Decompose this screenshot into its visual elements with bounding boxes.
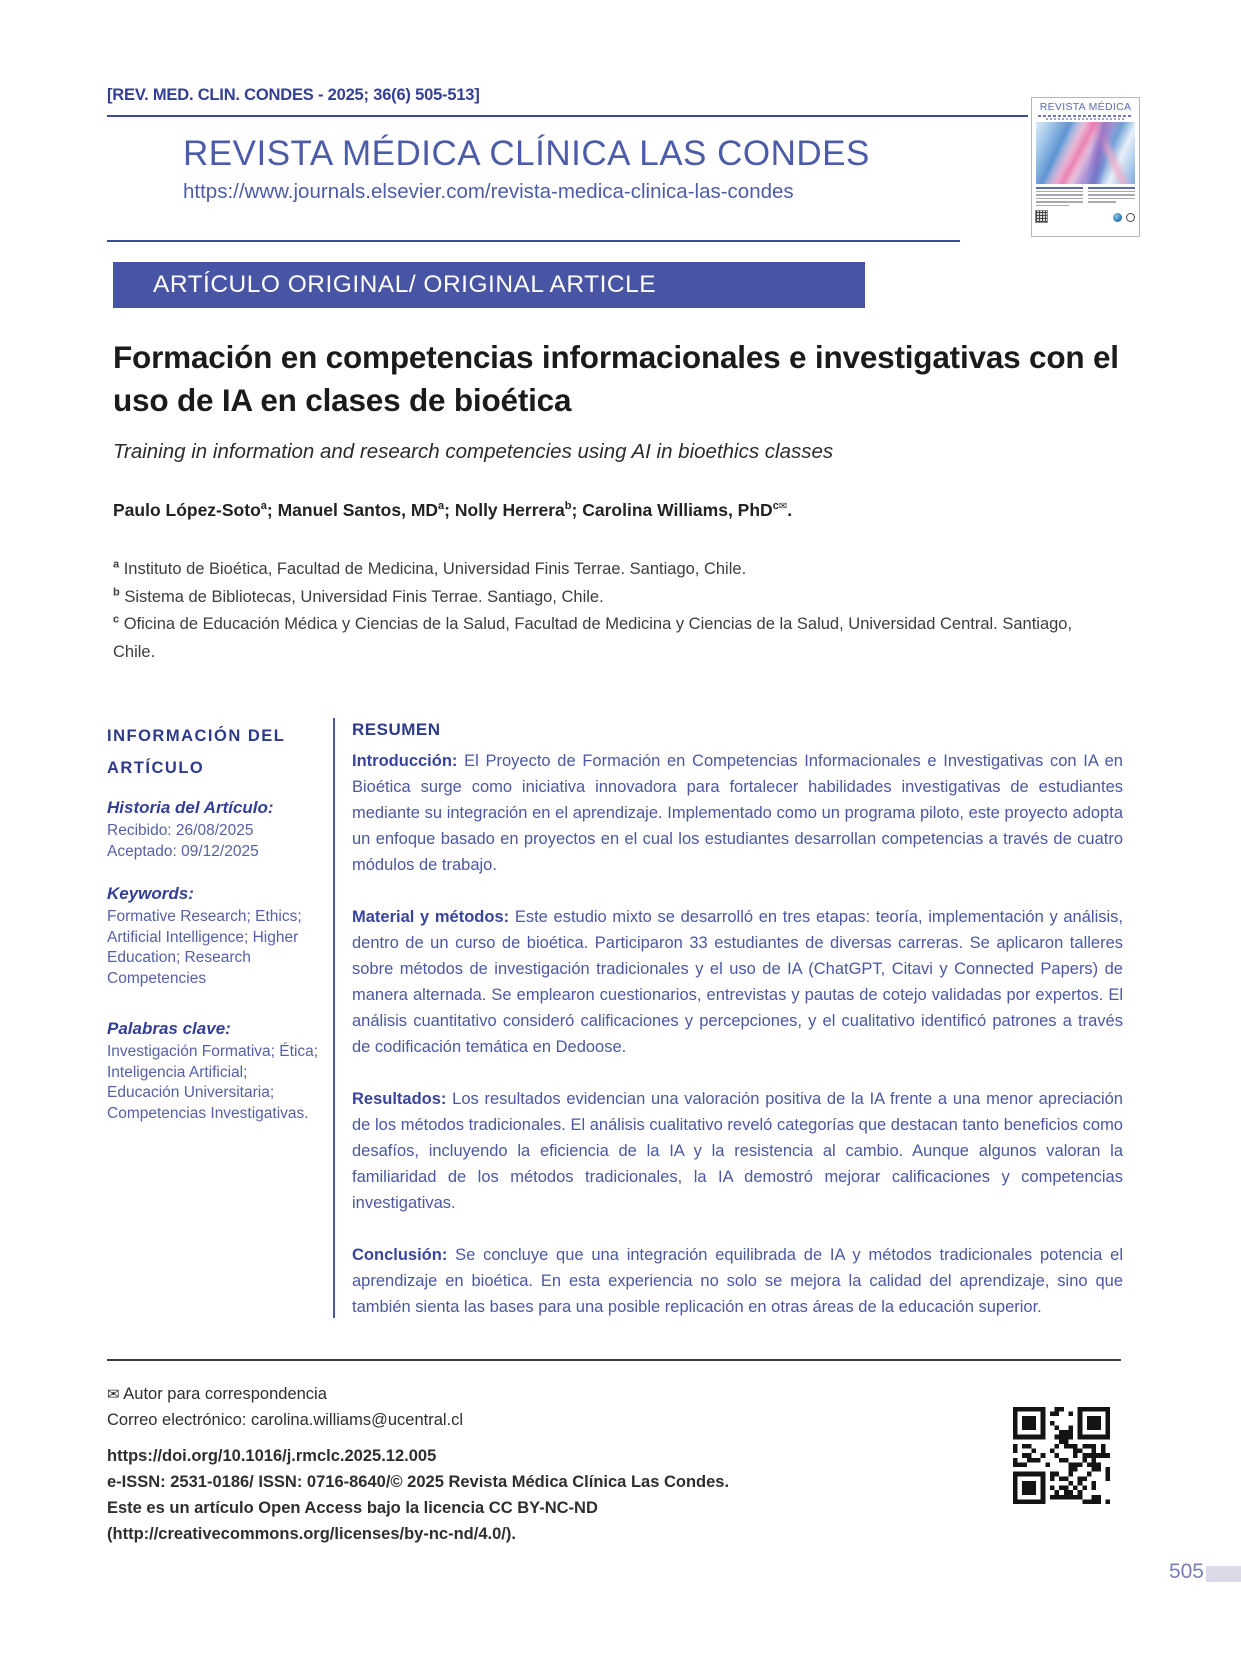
envelope-icon: ✉ bbox=[778, 501, 788, 513]
author-name: Nolly Herrera bbox=[454, 500, 565, 520]
qr-code bbox=[1013, 1407, 1110, 1504]
affiliation: $^a$ Instituto de Bioética, Facultad de Medicina, Universidad Finis Terrae. Santiago, Chile. bbox=[113, 558, 747, 578]
article-type-badge: ARTÍCULO ORIGINAL/ ORIGINAL ARTICLE bbox=[113, 262, 865, 308]
history-label: Historia del Artículo: bbox=[107, 798, 274, 817]
palabras-clave-list: Investigación Formativa; Ética; Inteligencia Artificial; Educación Universitaria; Competencias Investigativas. bbox=[107, 1043, 319, 1122]
footer-block bbox=[107, 1381, 729, 1547]
author-name: Paulo López-Soto bbox=[113, 500, 261, 520]
abstract-section bbox=[352, 720, 1123, 1320]
abstract-paragraph: Resultados: Los resultados evidencian una valoración positiva de la IA frente a una menor apreciación de los métodos tradicionales. El análisis cualitativo reveló categorías que destacan tanto beneficios como desafíos, incluyendo la eficiencia de la IA y la resistencia al cambio. Aunque algunos valoran la familiaridad de los métodos tradicionales, la IA demostró mejorar calificaciones y competencias investigativas. bbox=[352, 1090, 1123, 1212]
header-bottom-divider bbox=[107, 240, 960, 242]
journal-cover-thumbnail bbox=[1031, 97, 1140, 237]
author-line: Paulo López-Soto$^a$; Manuel Santos, $MD^a$; Nolly Herrera$^b$; Carolina Williams, PhD$^{c✉}$. bbox=[113, 500, 793, 520]
cover-qr-code bbox=[1036, 211, 1047, 222]
cover-artwork bbox=[1036, 122, 1135, 184]
affiliation: $^b$ Sistema de Bibliotecas, Universidad Finis Terrae. Santiago, Chile. bbox=[113, 586, 604, 606]
journal-url-link[interactable]: https://www.journals.elsevier.com/revista-medica-clinica-las-condes bbox=[183, 180, 794, 203]
accepted-date: Aceptado: 09/12/2025 bbox=[107, 842, 259, 860]
palabras-clave-label: Palabras clave: bbox=[107, 1019, 231, 1038]
keywords-label: Keywords: bbox=[107, 884, 194, 903]
cover-toc-left bbox=[1036, 187, 1083, 209]
column-divider bbox=[333, 718, 335, 1318]
correspondence-text: Autor para correspondencia bbox=[123, 1385, 327, 1403]
author-name: Manuel Santos, MD bbox=[277, 500, 439, 520]
footer-divider bbox=[107, 1359, 1121, 1361]
cover-title: REVISTA MÉDICA bbox=[1039, 101, 1132, 113]
cover-subtitle-line bbox=[1038, 115, 1133, 117]
abstract-heading: RESUMEN bbox=[352, 720, 441, 739]
abstract-paragraph: Introducción: El Proyecto de Formación en Competencias Informacionales e Investigativas con IA en Bioética surge como iniciativa innovadora para fortalecer habilidades investigativas de estudiantes mediante su integración en el aprendizaje. Implementado como un programa piloto, este proyecto adopta un enfoque basado en proyectos en el cual los estudiantes desarrollan competencias a través de cuatro módulos de trabajo. bbox=[352, 752, 1123, 874]
keywords-list: Formative Research; Ethics; Artificial Intelligence; Higher Education; Research Competencies bbox=[107, 908, 302, 987]
issn-copyright-line: e-ISSN: 2531-0186/ ISSN: 0716-8640/© 2025 Revista Médica Clínica Las Condes. bbox=[107, 1473, 730, 1491]
header-divider bbox=[107, 115, 1028, 117]
author-name: Carolina Williams, PhD bbox=[582, 500, 773, 520]
article-info-panel bbox=[107, 720, 321, 1124]
affiliations bbox=[113, 556, 1073, 666]
license-line: Este es un artículo Open Access bajo la licencia CC BY-NC-ND bbox=[107, 1499, 598, 1517]
affiliation: $^c$ Oficina de Educación Médica y Ciencias de la Salud, Facultad de Medicina y Ciencias de la Salud, Universidad Central. Santiago, Chile. bbox=[113, 613, 1073, 661]
received-date: Recibido: 26/08/2025 bbox=[107, 822, 254, 839]
abstract-paragraph: Material y métodos: Este estudio mixto se desarrolló en tres etapas: teoría, implementación y análisis, dentro de un curso de bioética. Participaron 33 estudiantes de diversas carreras. Se aplicaron talleres sobre métodos de investigación tradicionales y el uso de IA (ChatGPT, Citavi y Connected Papers) de manera alternada. Se emplearon cuestionarios, entrevistas y pautas de cotejo validadas por expertos. El análisis cuantitativo consideró calificaciones y percepciones, y el cualitativo identificó patrones a través de codificación temática en Dedoose. bbox=[352, 908, 1123, 1056]
journal-title: REVISTA MÉDICA CLÍNICA LAS CONDES bbox=[183, 134, 870, 173]
doi-link[interactable]: https://doi.org/10.1016/j.rmclc.2025.12.005 bbox=[107, 1447, 437, 1465]
correspondence-email-link[interactable]: Correo electrónico: carolina.williams@ucentral.cl bbox=[107, 1411, 464, 1429]
article-title-en: Training in information and research competencies using AI in bioethics classes bbox=[113, 440, 834, 463]
cover-toc-columns bbox=[1036, 187, 1135, 209]
cover-society-seal bbox=[1126, 213, 1135, 222]
citation-header: [REV. MED. CLIN. CONDES - 2025; 36(6) 505-513] bbox=[107, 86, 480, 104]
cover-toc-right bbox=[1088, 187, 1135, 209]
cover-date-line bbox=[1046, 118, 1125, 120]
article-title-es: Formación en competencias informacionales e investigativas con el uso de IA en clases de bioética bbox=[113, 339, 1119, 418]
envelope-icon: ✉ bbox=[107, 1385, 120, 1403]
info-panel-heading: INFORMACIÓN DEL ARTÍCULO bbox=[107, 727, 286, 777]
cover-publisher-logo bbox=[1113, 213, 1122, 222]
license-url-link[interactable]: (http://creativecommons.org/licenses/by-nc-nd/4.0/). bbox=[107, 1525, 516, 1543]
page-number: 505 bbox=[1168, 1560, 1204, 1583]
page-number-accent-block bbox=[1206, 1566, 1241, 1582]
abstract-paragraph: Conclusión: Se concluye que una integración equilibrada de IA y métodos tradicionales potencia el aprendizaje en bioética. En esta experiencia no solo se mejora la calidad del aprendizaje, sino que también sienta las bases para una posible replicación en otras áreas de la educación superior. bbox=[352, 1246, 1123, 1316]
correspondence-line bbox=[107, 1381, 729, 1407]
abstract-sections bbox=[352, 748, 1123, 1320]
